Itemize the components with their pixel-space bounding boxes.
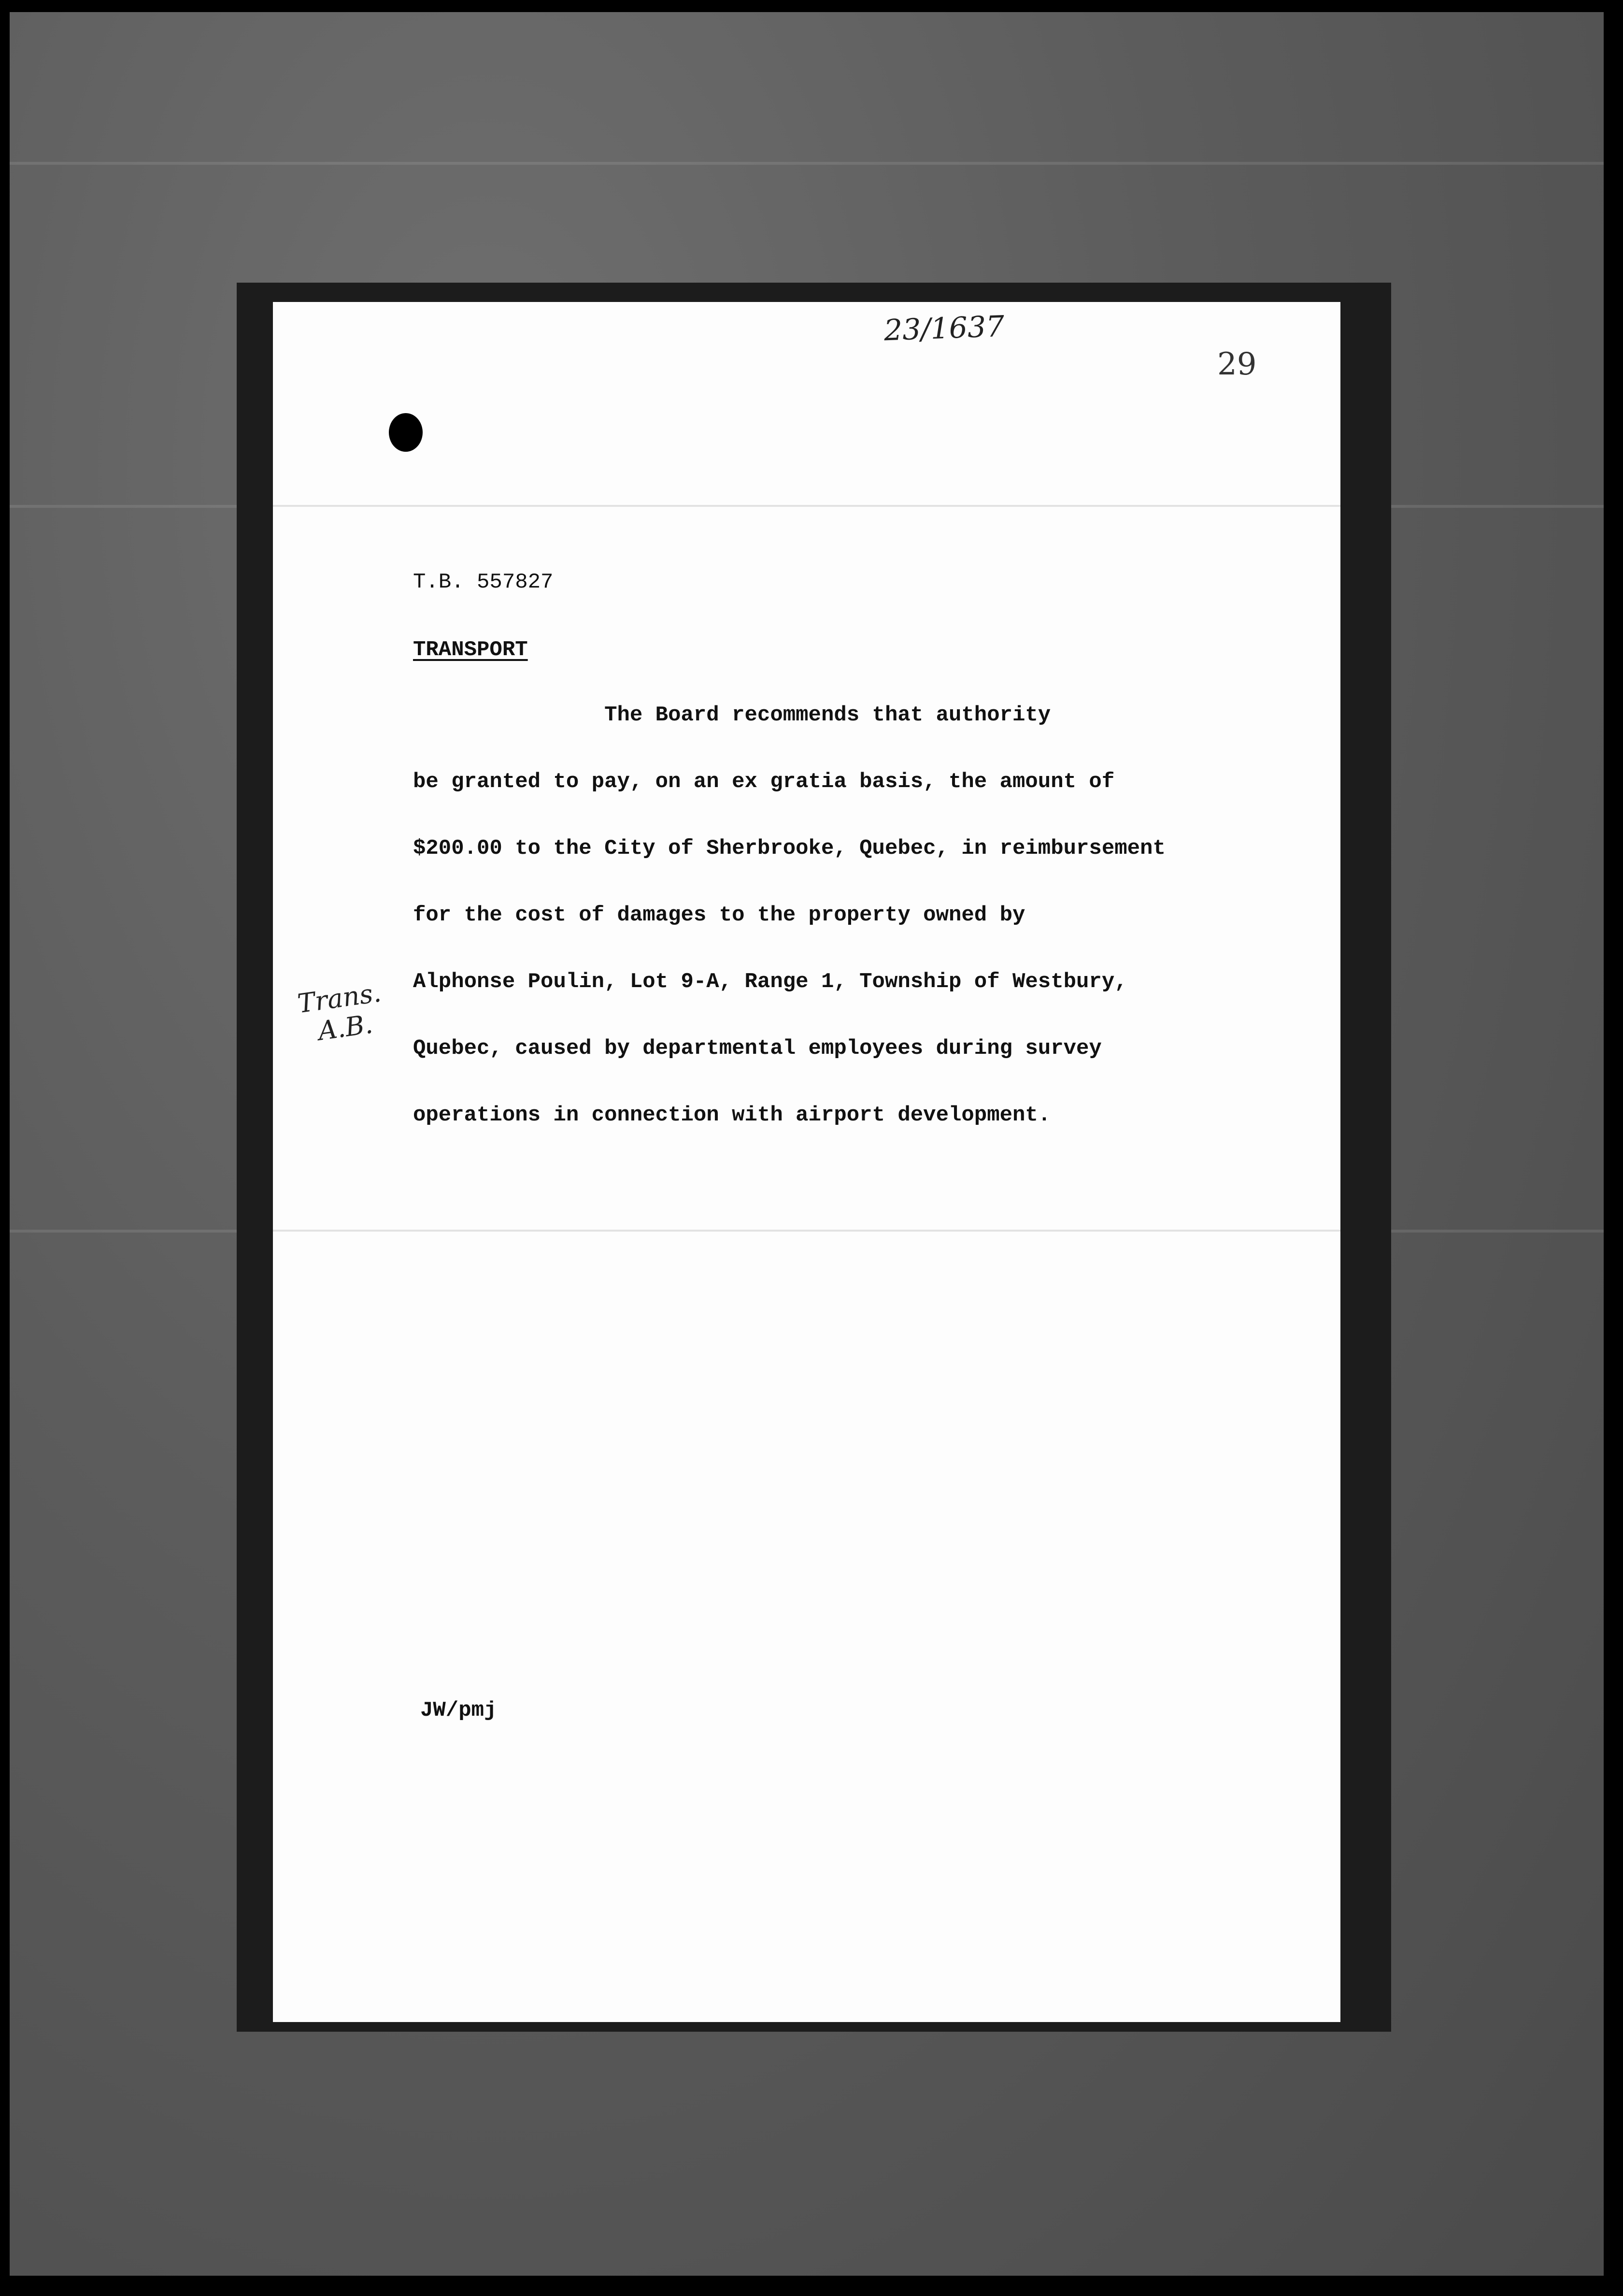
typist-initials: JW/pmj xyxy=(420,1698,497,1722)
reference-number: T.B. 557827 xyxy=(413,570,554,594)
punch-hole xyxy=(389,413,423,452)
handwritten-margin-note: Trans. A.B. xyxy=(296,977,383,1049)
scan-line xyxy=(273,505,1340,507)
body-line: $200.00 to the City of Sherbrooke, Quebec, in reimbursement xyxy=(413,836,1166,861)
body-line: be granted to pay, on an ex gratia basis, the amount of xyxy=(413,770,1115,794)
page-number: 29 xyxy=(1217,346,1257,382)
body-line: The Board recommends that authority xyxy=(413,703,1051,727)
scan-line xyxy=(10,162,1604,165)
department-heading: TRANSPORT xyxy=(413,638,528,662)
scan-line xyxy=(273,1230,1340,1232)
document-page xyxy=(273,302,1340,2022)
body-line: Alphonse Poulin, Lot 9-A, Range 1, Township of Westbury, xyxy=(413,970,1127,994)
body-line: for the cost of damages to the property owned by xyxy=(413,903,1025,927)
microfilm-frame xyxy=(10,12,1604,2276)
handwritten-file-number: 23/1637 xyxy=(883,309,1005,348)
body-line: Quebec, caused by departmental employees during survey xyxy=(413,1036,1102,1061)
body-line: operations in connection with airport development. xyxy=(413,1103,1051,1127)
